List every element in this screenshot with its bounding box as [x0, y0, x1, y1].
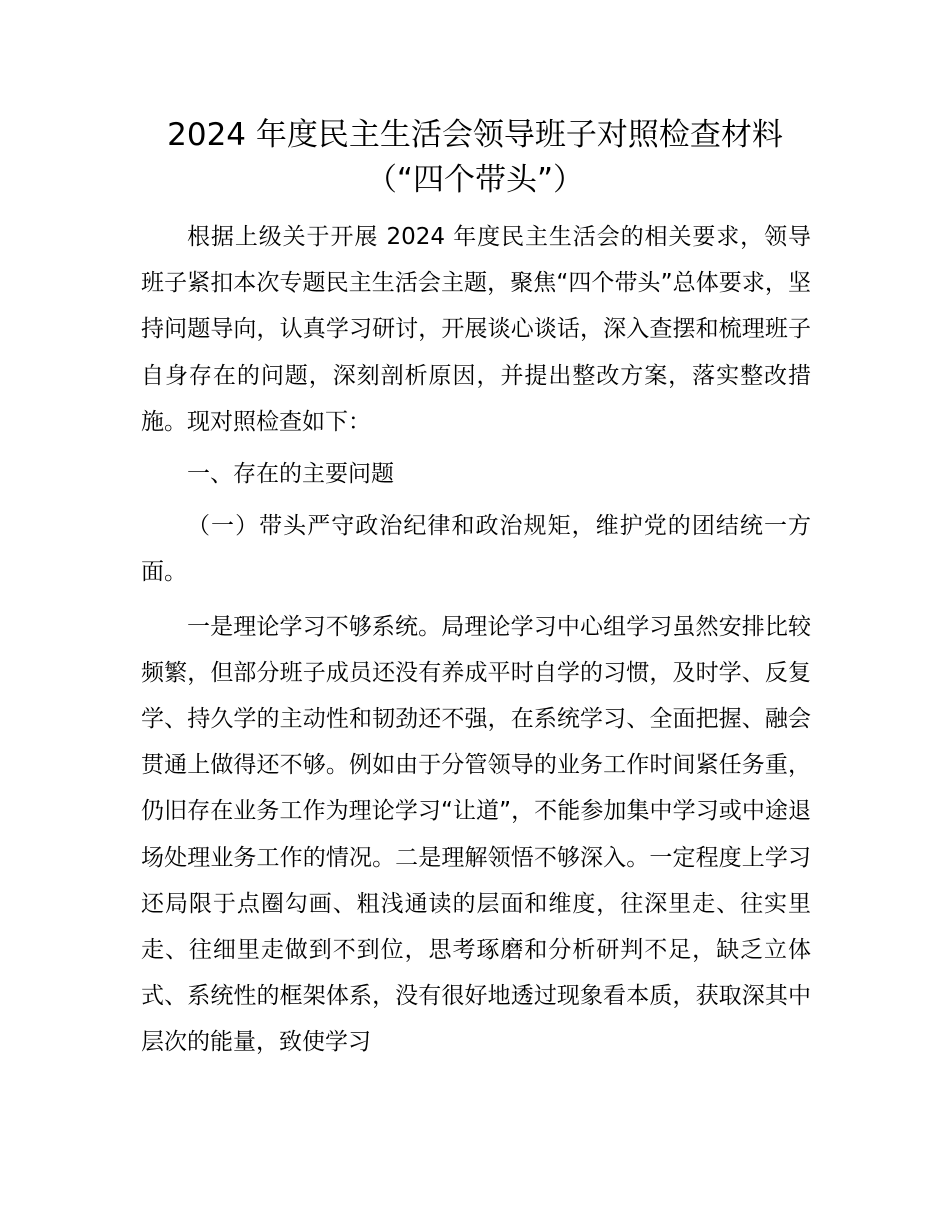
body-paragraph: 一是理论学习不够系统。局理论学习中心组学习虽然安排比较频繁，但部分班子成员还没有养成平时自学的习惯，及时学、反复学、持久学的主动性和韧劲还不强，在系统学习、全面把握、融会贯通上做得还不够。例如由于分管领导的业务工作时间紧任务重，仍旧存在业务工作为理论学习“让道”，不能参加集中学习或中途退场处理业务工作的情况。二是理解领悟不够深入。一定程度上学习还局限于点圈勾画、粗浅通读的层面和维度，往深里走、往实里走、往细里走做到不到位，思考琢磨和分析研判不足，缺乏立体式、系统性的框架体系，没有很好地透过现象看本质，获取深其中层次的能量，致使学习	[141, 613, 811, 1056]
document-title: 2024 年度民主生活会领导班子对照检查材料	[167, 117, 783, 153]
intro-paragraph: 根据上级关于开展 2024 年度民主生活会的相关要求，领导班子紧扣本次专题民主生活会主题，聚焦“四个带头”总体要求，坚持问题导向，认真学习研讨，开展谈心谈话，深入查摆和梳理班子自身存在的问题，深刻剖析原因，并提出整改方案，落实整改措施。现对照检查如下：	[141, 224, 811, 435]
document-subtitle: （“四个带头”）	[365, 162, 585, 198]
subsection-heading: （一）带头严守政治纪律和政治规矩，维护党的团结统一方面。	[141, 513, 811, 586]
document-body	[141, 214, 811, 1066]
section-heading: 一、存在的主要问题	[187, 461, 394, 488]
